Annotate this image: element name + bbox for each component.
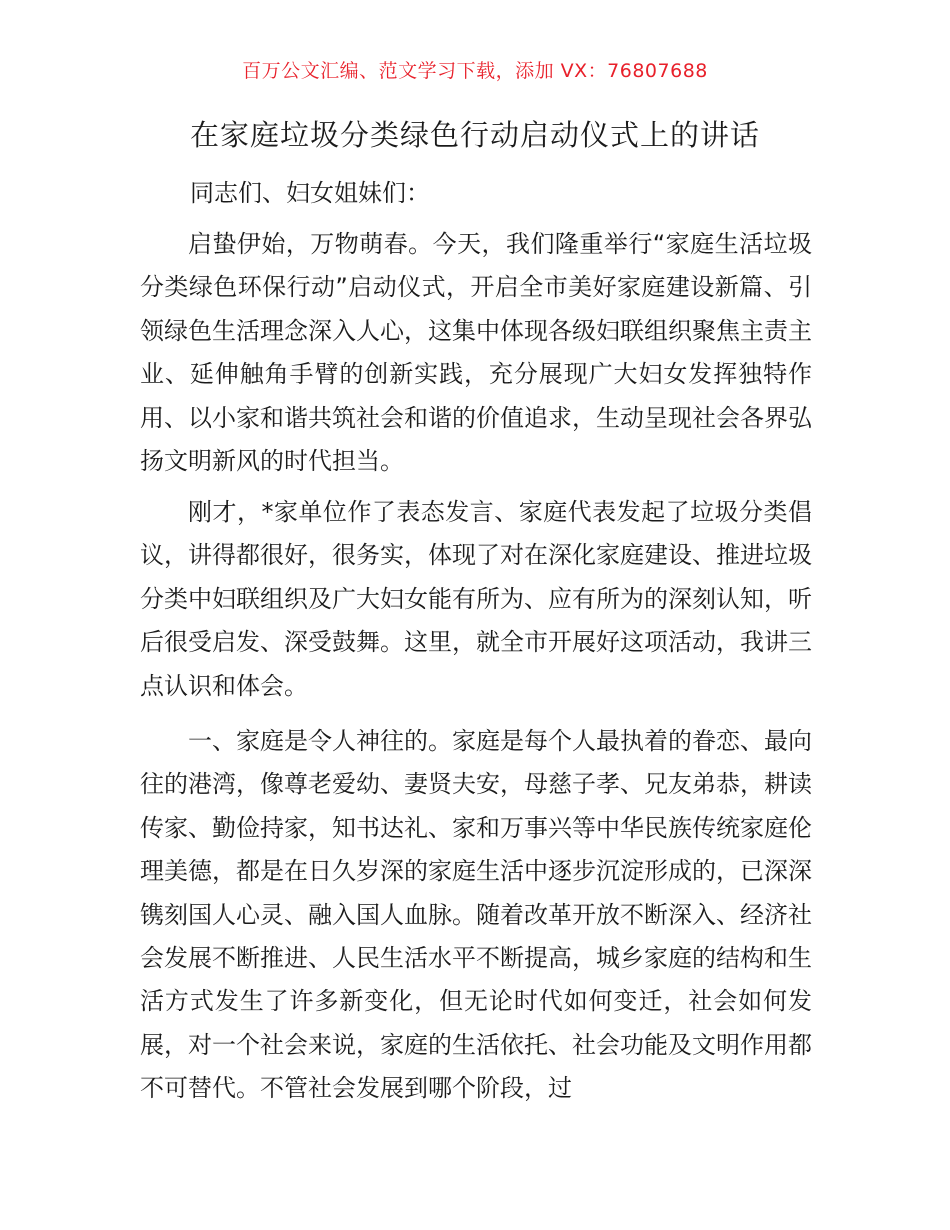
- document-title: 在家庭垃圾分类绿色行动启动仪式上的讲话: [189, 118, 760, 152]
- body-paragraph-1: 启蛰伊始，万物萌春。今天，我们隆重举行“家庭生活垃圾分类绿色环保行动”启动仪式，开启全市美好家庭建设新篇、引领绿色生活理念深入人心，这集中体现各级妇联组织聚焦主责主业、延伸触角手臂的创新实践，充分展现广大妇女发挥独特作用、以小家和谐共筑社会和谐的价值追求，生动呈现社会各界弘扬文明新风的时代担当。: [140, 230, 812, 476]
- header-banner: 百万公文汇编、范文学习下载，添加 VX：76807688: [242, 60, 708, 82]
- salutation: 同志们、妇女姐妹们：: [190, 179, 430, 207]
- body-paragraph-2: 刚才，*家单位作了表态发言、家庭代表发起了垃圾分类倡议，讲得都很好，很务实，体现了对在深化家庭建设、推进垃圾分类中妇联组织及广大妇女能有所为、应有所为的深刻认知，听后很受启发、深受鼓舞。这里，就全市开展好这项活动，我讲三点认识和体会。: [140, 498, 812, 700]
- body-paragraph-3: 一、家庭是令人神往的。家庭是每个人最执着的眷恋、最向往的港湾，像尊老爱幼、妻贤夫安，母慈子孝、兄友弟恭，耕读传家、勤俭持家，知书达礼、家和万事兴等中华民族传统家庭伦理美德，都是在日久岁深的家庭生活中逐步沉淀形成的，已深深镌刻国人心灵、融入国人血脉。随着改革开放不断深入、经济社会发展不断推进、人民生活水平不断提高，城乡家庭的结构和生活方式发生了许多新变化，但无论时代如何变迁，社会如何发展，对一个社会来说，家庭的生活依托、社会功能及文明作用都不可替代。不管社会发展到哪个阶段，过: [140, 727, 812, 1103]
